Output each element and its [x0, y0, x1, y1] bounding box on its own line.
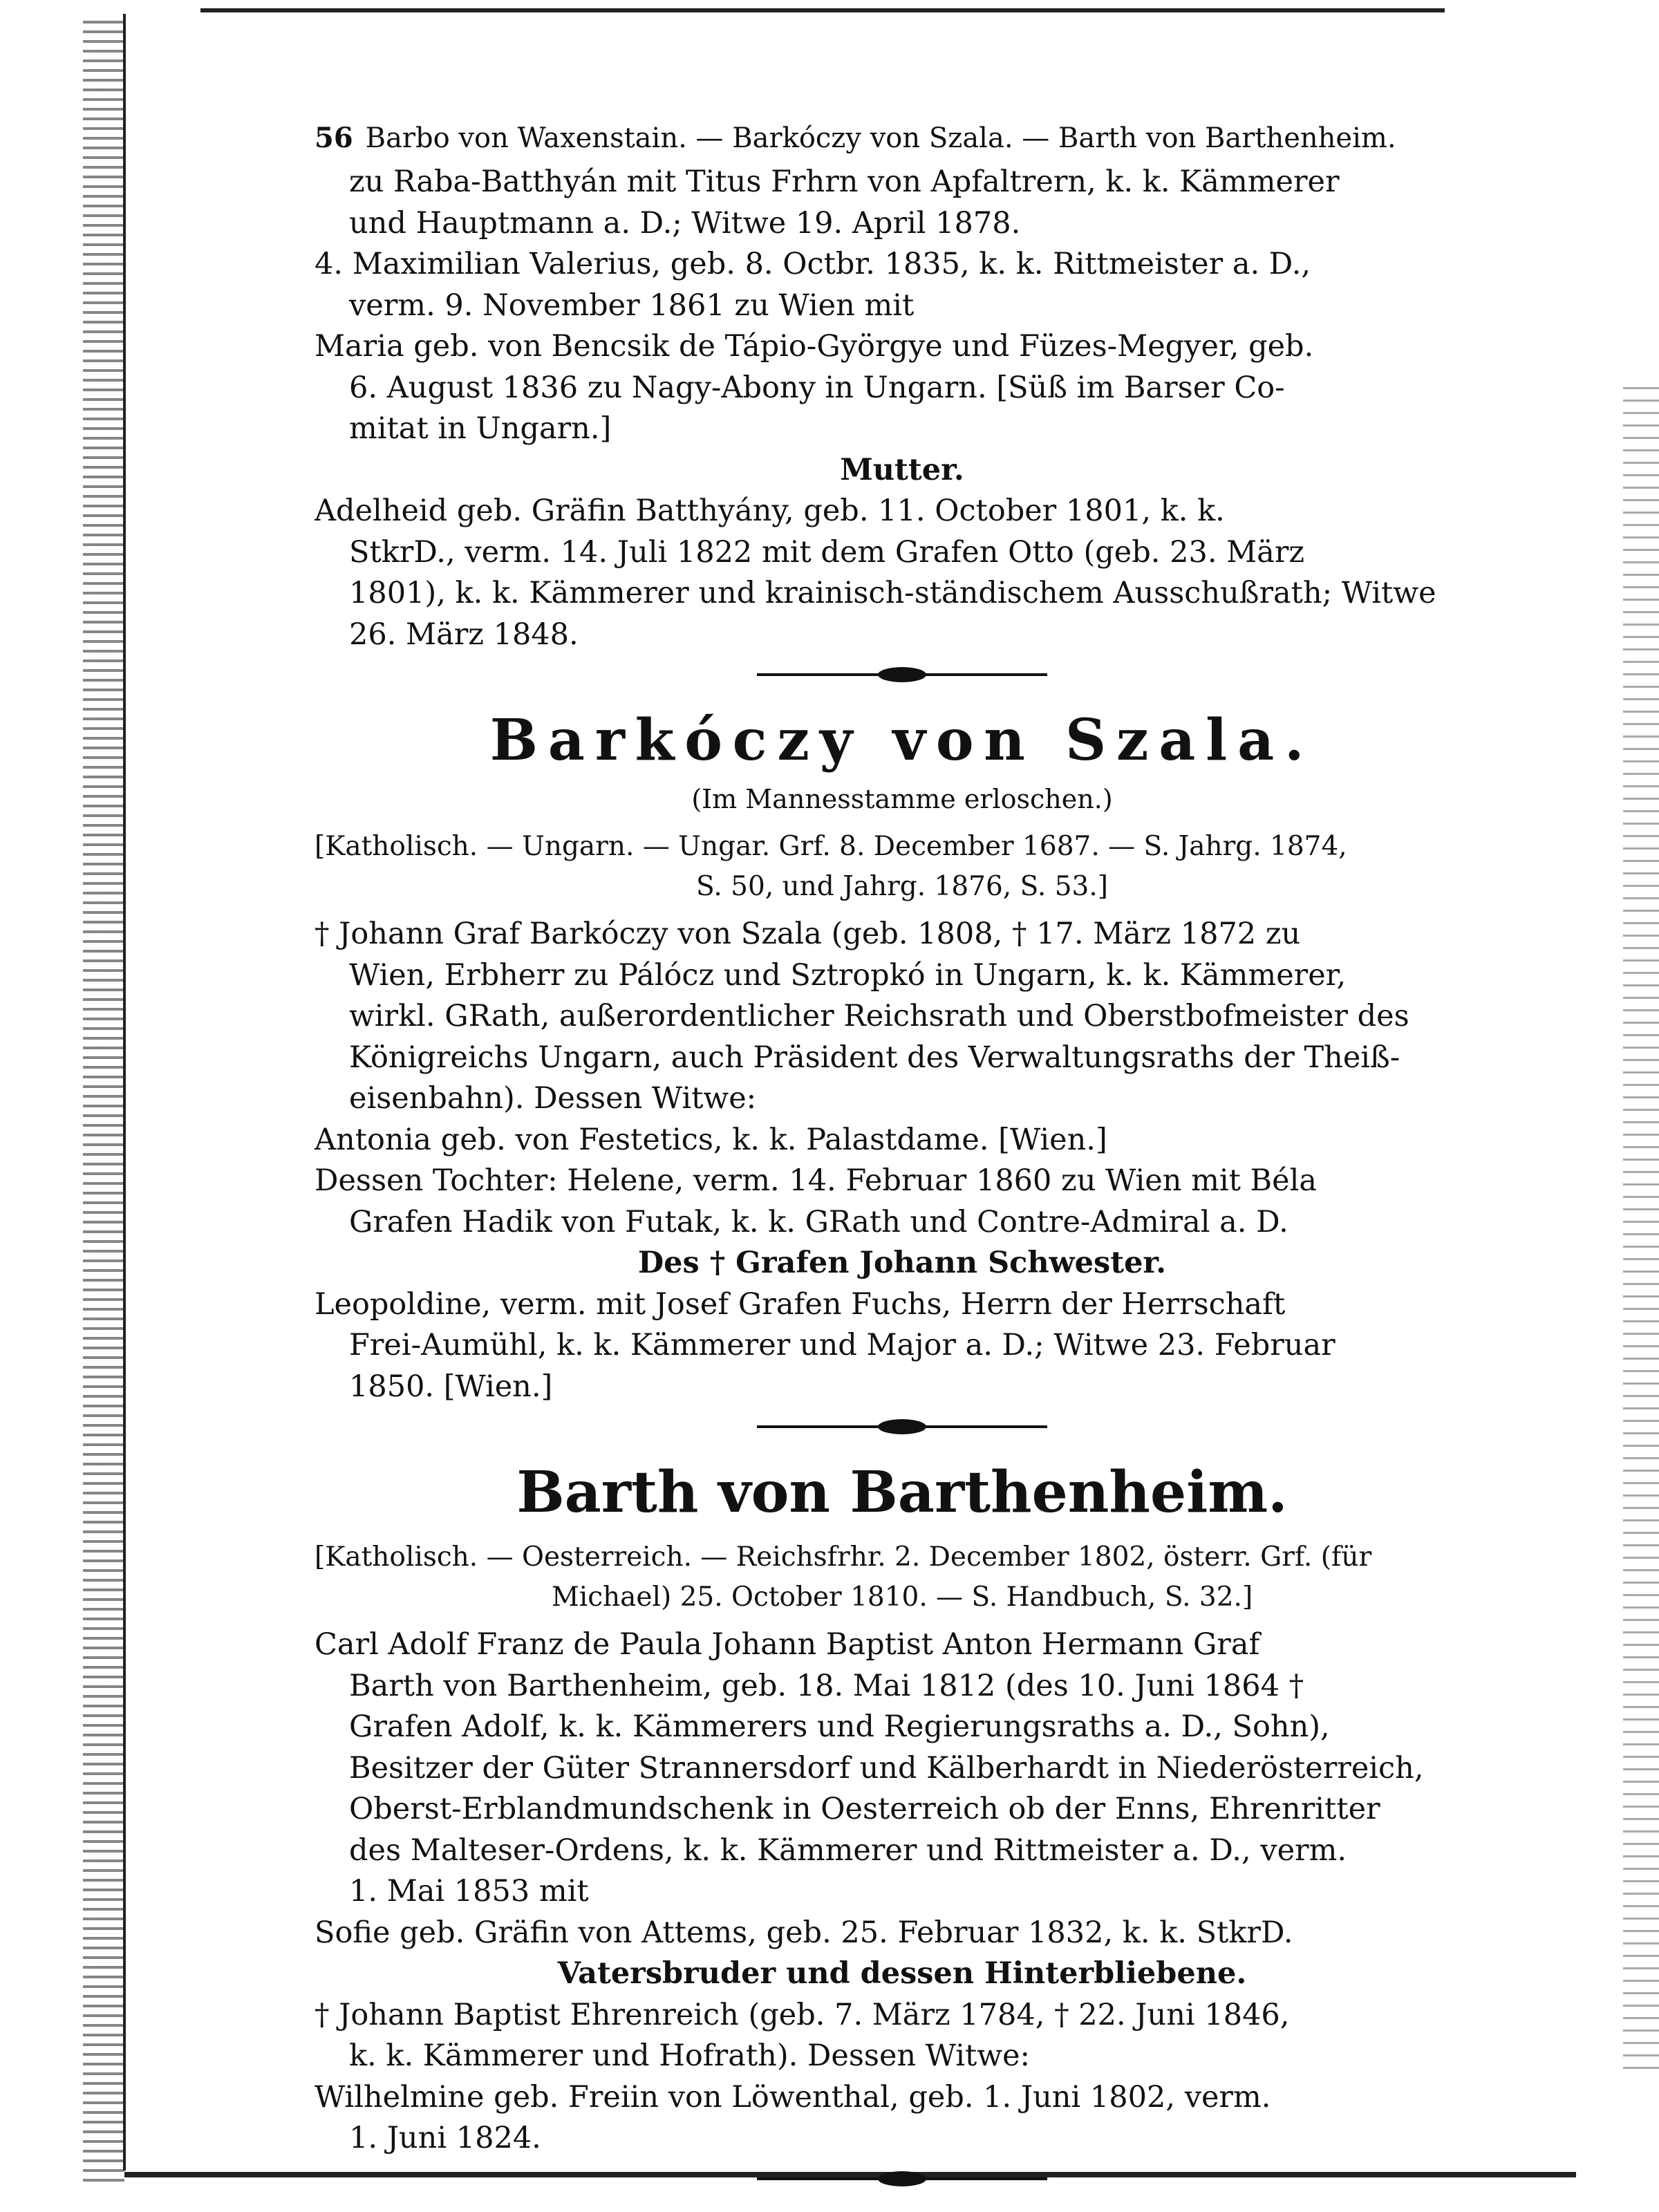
mutter-heading: Mutter.	[840, 452, 964, 487]
entry-johann-baptist	[315, 1995, 1490, 2077]
text-line: † Johann Baptist Ehrenreich (geb. 7. März 1784, † 22. Juni 1846,	[315, 1997, 1290, 2032]
entry-sofie: Sofie geb. Gräfin von Attems, geb. 25. Februar 1832, k. k. StkrD.	[315, 1915, 1293, 1950]
entry-carl	[315, 1624, 1490, 1913]
text-line: 4. Maximilian Valerius, geb. 8. Octbr. 1835, k. k. Rittmeister a. D.,	[315, 247, 1311, 281]
running-title: Barbo von Waxenstain. — Barkóczy von Szala. — Barth von Barthenheim.	[365, 122, 1396, 154]
entry-antonia: Antonia geb. von Festetics, k. k. Palastdame. [Wien.]	[315, 1122, 1107, 1157]
text-line: Grafen Hadik von Futak, k. k. GRath und Contre-Admiral a. D.	[349, 1204, 1288, 1239]
text-line: 26. März 1848.	[349, 617, 579, 652]
text-line: 1. Juni 1824.	[349, 2121, 541, 2155]
section-divider	[757, 661, 1047, 688]
text-line: Dessen Tochter: Helene, verm. 14. Februar 1860 zu Wien mit Béla	[315, 1163, 1317, 1198]
schwester-heading: Des † Grafen Johann Schwester.	[637, 1246, 1167, 1280]
scan-binding-line	[123, 14, 126, 2171]
text-line: † Johann Graf Barkóczy von Szala (geb. 1808, † 17. März 1872 zu	[315, 917, 1301, 951]
text-line: verm. 9. November 1861 zu Wien mit	[349, 288, 915, 323]
text-line: 6. August 1836 zu Nagy-Abony in Ungarn. [Süß im Barser Co-	[349, 370, 1285, 405]
section-info	[315, 827, 1490, 907]
text-line: Frei-Aumühl, k. k. Kämmerer und Major a. D.; Witwe 23. Februar	[349, 1328, 1335, 1362]
text-line: Michael) 25. October 1810. — S. Handbuch, S. 32.]	[551, 1582, 1253, 1613]
text-line: StkrD., verm. 14. Juli 1822 mit dem Grafen Otto (geb. 23. März	[349, 534, 1305, 570]
section-divider	[757, 2165, 1047, 2193]
scan-left-edge	[83, 21, 124, 2184]
text-line: Maria geb. von Bencsik de Tápio-Györgye und Füzes-Megyer, geb.	[315, 329, 1314, 364]
entry-leopoldine	[315, 1284, 1490, 1408]
entry-johann-barkoczy	[315, 914, 1490, 1120]
text-line: des Malteser-Ordens, k. k. Kämmerer und Rittmeister a. D., verm.	[349, 1833, 1347, 1868]
text-line: [Katholisch. — Ungarn. — Ungar. Grf. 8. December 1687. — S. Jahrg. 1874,	[315, 831, 1347, 862]
text-line: Adelheid geb. Gräfin Batthyány, geb. 11. October 1801, k. k.	[315, 494, 1225, 528]
book-page	[315, 118, 1490, 2200]
text-line: [Katholisch. — Oesterreich. — Reichsfrhr. 2. December 1802, österr. Grf. (für	[315, 1541, 1372, 1573]
text-line: und Hauptmann a. D.; Witwe 19. April 1878.	[349, 205, 1021, 241]
text-line: 1801), k. k. Kämmerer und krainisch-ständischem Ausschußrath; Witwe	[349, 576, 1436, 610]
vatersbruder-heading: Vatersbruder und dessen Hinterbliebene.	[557, 1956, 1247, 1991]
section-note: (Im Mannesstamme erloschen.)	[691, 784, 1113, 814]
entry-maria	[315, 326, 1490, 450]
text-line: zu Raba-Batthyán mit Titus Frhrn von Apfaltrern, k. k. Kämmerer	[349, 165, 1340, 199]
text-line: Grafen Adolf, k. k. Kämmerers und Regierungsraths a. D., Sohn),	[349, 1709, 1330, 1744]
text-line: Barth von Barthenheim, geb. 18. Mai 1812 (des 10. Juni 1864 †	[349, 1668, 1304, 1703]
text-line: eisenbahn). Dessen Witwe:	[349, 1081, 757, 1116]
scan-right-bleed	[1623, 387, 1659, 2074]
text-line: k. k. Kämmerer und Hofrath). Dessen Witwe:	[349, 2038, 1031, 2073]
entry-wilhelmine	[315, 2077, 1490, 2159]
text-line: Oberst-Erblandmundschenk in Oesterreich ob der Enns, Ehrenritter	[349, 1792, 1380, 1826]
entry-adelheid	[315, 491, 1490, 655]
running-header	[315, 118, 1490, 159]
continuation-text	[315, 162, 1490, 244]
entry-maximilian	[315, 244, 1490, 326]
section-divider	[757, 1413, 1047, 1441]
scan-top-edge	[200, 8, 1445, 12]
section-info	[315, 1537, 1490, 1618]
text-line: Besitzer der Güter Strannersdorf und Kälberhardt in Niederösterreich,	[349, 1750, 1424, 1785]
text-line: Carl Adolf Franz de Paula Johann Baptist Anton Hermann Graf	[315, 1627, 1260, 1662]
text-line: Wien, Erbherr zu Pálócz und Sztropkó in Ungarn, k. k. Kämmerer,	[349, 957, 1347, 993]
text-line: Königreichs Ungarn, auch Präsident des Verwaltungsraths der Theiß-	[349, 1040, 1400, 1075]
text-line: Wilhelmine geb. Freiin von Löwenthal, geb. 1. Juni 1802, verm.	[315, 2079, 1271, 2115]
text-line: Leopoldine, verm. mit Josef Grafen Fuchs, Herrn der Herrschaft	[315, 1286, 1286, 1322]
text-line: 1. Mai 1853 mit	[349, 1874, 589, 1909]
text-line: wirkl. GRath, außerordentlicher Reichsrath und Oberstbofmeister des	[349, 999, 1409, 1033]
text-line: S. 50, und Jahrg. 1876, S. 53.]	[696, 871, 1108, 902]
entry-tochter	[315, 1161, 1490, 1243]
text-line: mitat in Ungarn.]	[349, 411, 612, 446]
section-title-barkoczy: Barkóczy von Szala.	[489, 707, 1315, 774]
page-number: 56	[315, 122, 353, 154]
section-title-barth: Barth von Barthenheim.	[516, 1459, 1288, 1526]
text-line: 1850. [Wien.]	[349, 1369, 553, 1404]
